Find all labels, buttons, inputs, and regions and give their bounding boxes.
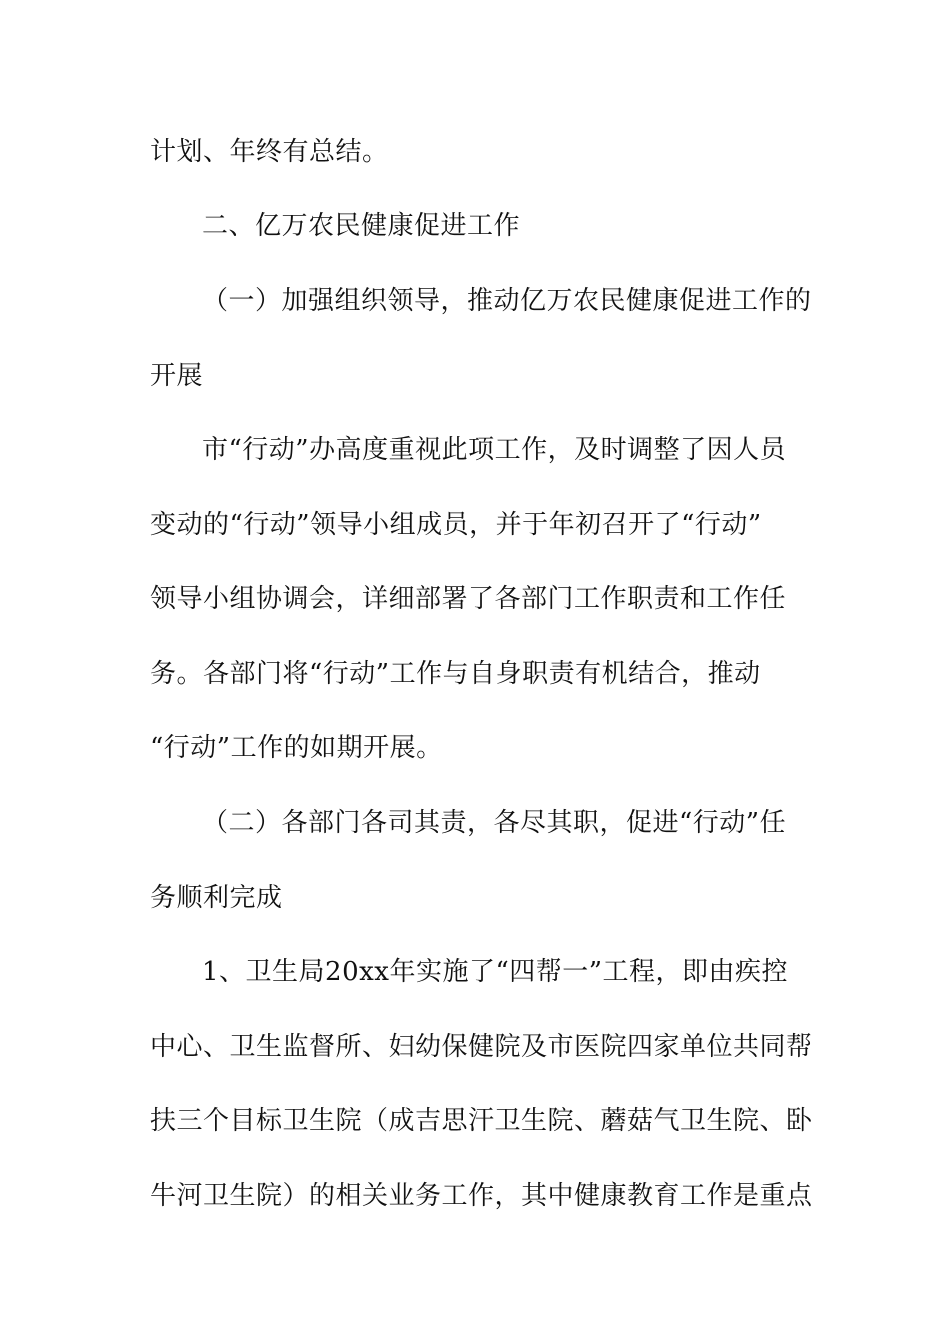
subsection-heading-continued: 开展 [150, 361, 204, 391]
paragraph-line: 牛河卫生院）的相关业务工作，其中健康教育工作是重点 [150, 1181, 813, 1211]
paragraph-line: 领导小组协调会，详细部署了各部门工作职责和工作任 [150, 584, 787, 614]
paragraph-line: 扶三个目标卫生院（成吉思汗卫生院、蘑菇气卫生院、卧 [150, 1106, 813, 1136]
paragraph-line: 中心、卫生监督所、妇幼保健院及市医院四家单位共同帮 [150, 1032, 813, 1062]
section-heading: 二、亿万农民健康促进工作 [202, 211, 521, 241]
paragraph-line: 计划、年终有总结。 [150, 137, 389, 167]
paragraph-line: 务。各部门将“行动”工作与自身职责有机结合，推动 [150, 659, 761, 689]
subsection-heading-continued: 务顺利完成 [150, 883, 283, 913]
paragraph-line: 1、卫生局20xx年实施了“四帮一”工程，即由疾控 [202, 957, 789, 987]
paragraph-line: 变动的“行动”领导小组成员，并于年初召开了“行动” [150, 510, 762, 540]
subsection-heading: （一）加强组织领导，推动亿万农民健康促进工作的 [202, 286, 812, 316]
paragraph-line: 市“行动”办高度重视此项工作，及时调整了因人员 [202, 435, 787, 465]
paragraph-line: “行动”工作的如期开展。 [150, 733, 443, 763]
subsection-heading: （二）各部门各司其责，各尽其职，促进“行动”任 [202, 808, 787, 838]
